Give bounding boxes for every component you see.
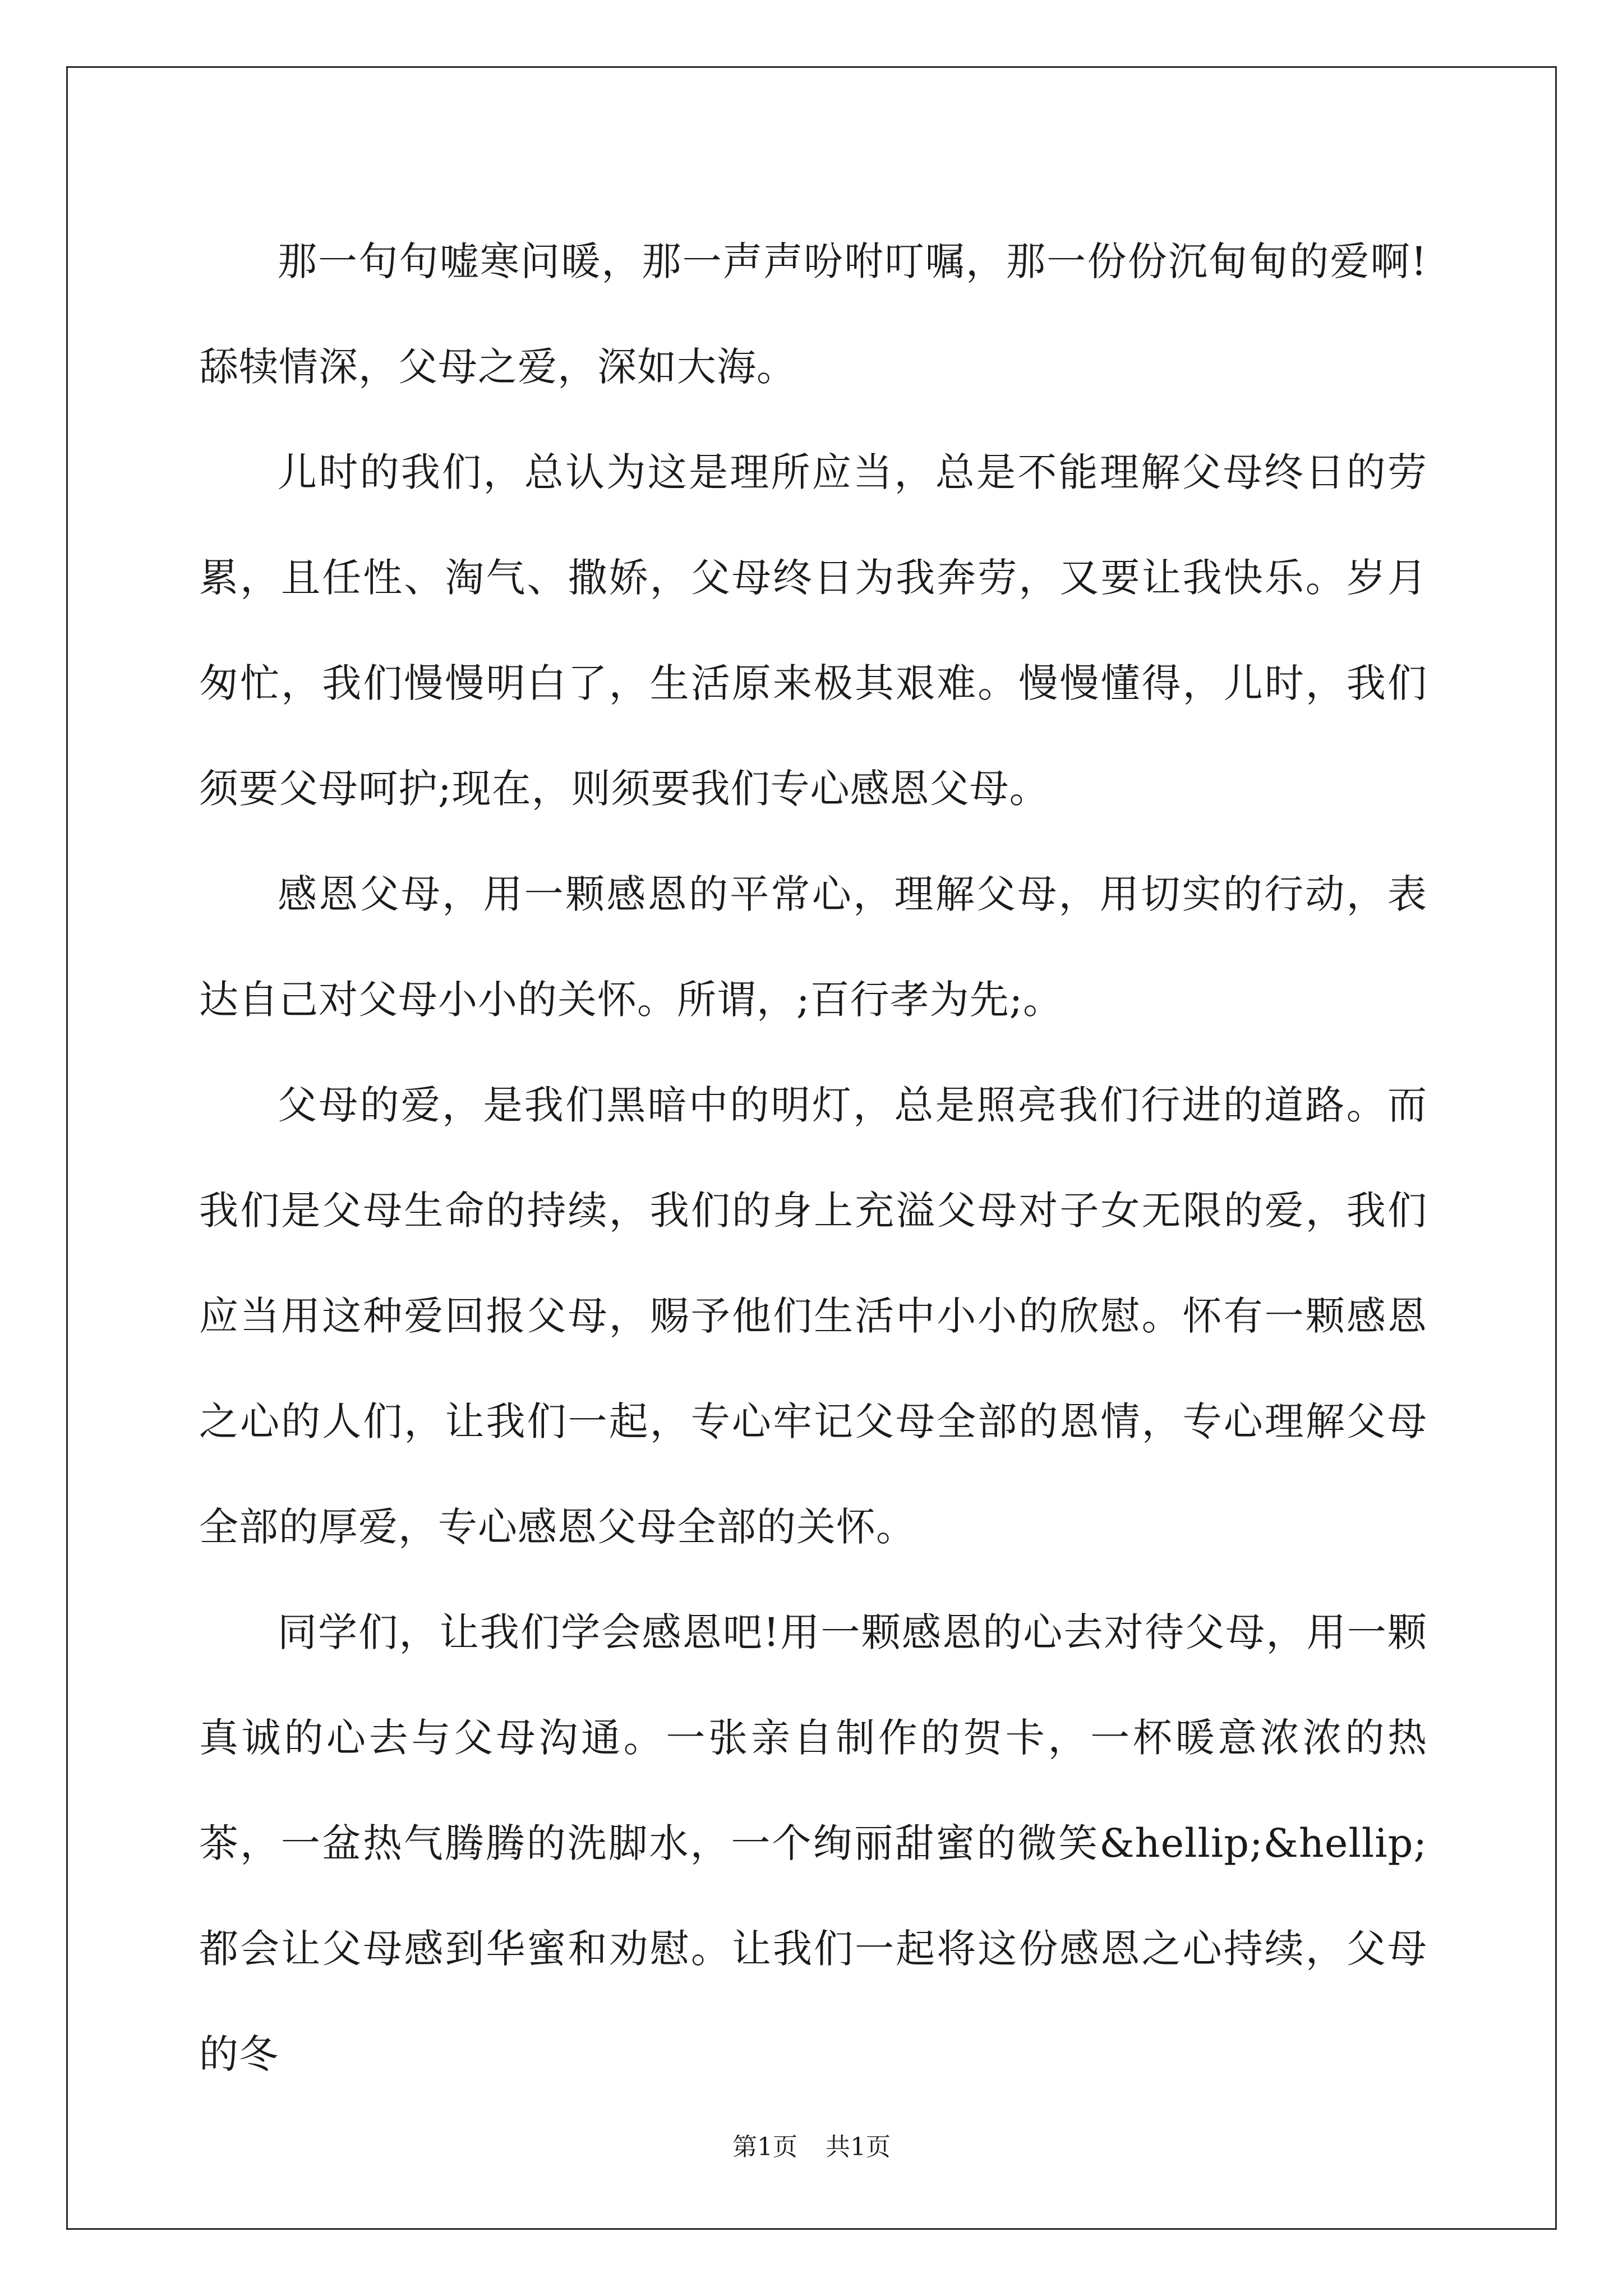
paragraph-5: 同学们，让我们学会感恩吧!用一颗感恩的心去对待父母，用一颗真诚的心去与父母沟通。一张亲自制作的贺卡，一杯暖意浓浓的热茶，一盆热气腾腾的洗脚水，一个绚丽甜蜜的微笑&hellip;&hellip;都会让父母感到华蜜和劝慰。让我们一起将这份感恩之心持续，父母的冬	[199, 1609, 1427, 2077]
page-footer	[0, 2131, 1623, 2164]
page-number-current: 第1页	[732, 2133, 797, 2161]
page-number-total: 共1页	[826, 2133, 891, 2161]
paragraph-4: 父母的爱，是我们黑暗中的明灯，总是照亮我们行进的道路。而我们是父母生命的持续，我们的身上充溢父母对子女无限的爱，我们应当用这种爱回报父母，赐予他们生活中小小的欣慰。怀有一颗感恩之心的人们，让我们一起，专心牢记父母全部的恩情，专心理解父母全部的厚爱，专心感恩父母全部的关怀。	[199, 1082, 1427, 1550]
paragraph-3: 感恩父母，用一颗感恩的平常心，理解父母，用切实的行动，表达自己对父母小小的关怀。所谓，;百行孝为先;。	[199, 871, 1427, 1023]
paragraph-2: 儿时的我们，总认为这是理所应当，总是不能理解父母终日的劳累，且任性、淘气、撒娇，父母终日为我奔劳，又要让我快乐。岁月匆忙，我们慢慢明白了，生活原来极其艰难。慢慢懂得，儿时，我们须要父母呵护;现在，则须要我们专心感恩父母。	[199, 449, 1427, 812]
document-body	[199, 209, 1427, 2107]
paragraph-1: 那一句句嘘寒问暖，那一声声吩咐叮嘱，那一份份沉甸甸的爱啊!舔犊情深，父母之爱，深如大海。	[199, 238, 1427, 390]
